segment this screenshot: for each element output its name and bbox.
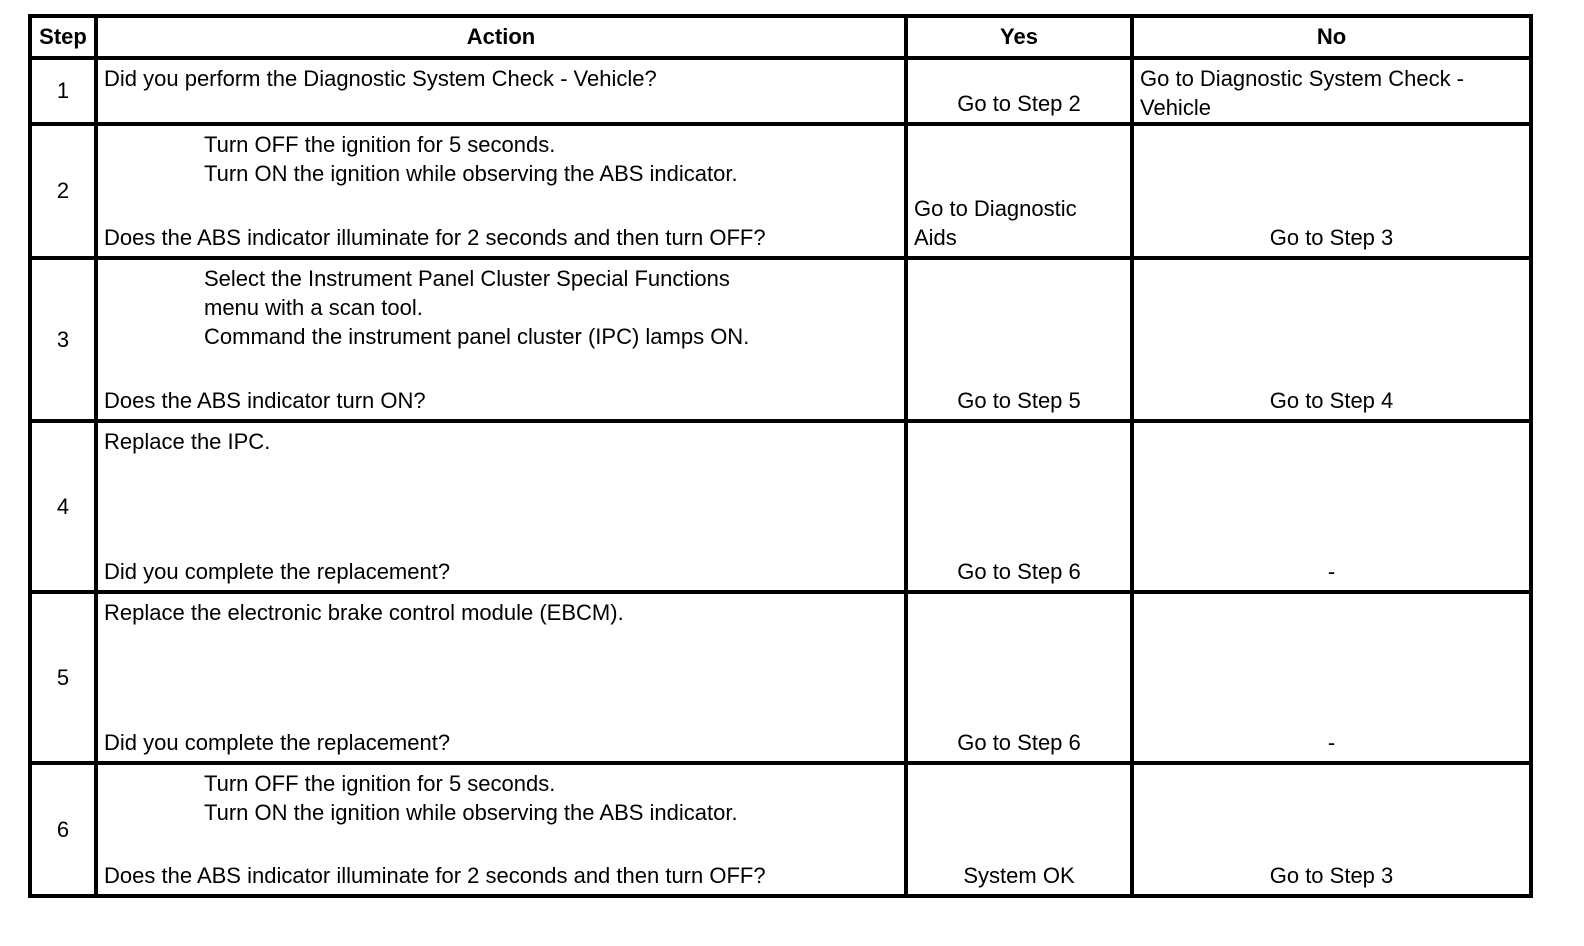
action-cell	[96, 124, 906, 258]
step-number: 1	[30, 58, 96, 124]
yes-action: Go to Step 6	[957, 730, 1081, 755]
step-number: 6	[30, 763, 96, 896]
no-cell	[1132, 592, 1531, 763]
action-question: Did you complete the replacement?	[104, 559, 451, 584]
header-step: Step	[30, 16, 96, 58]
action-text: Replace the electronic brake control module (EBCM).	[104, 600, 624, 625]
header-no: No	[1132, 16, 1531, 58]
yes-cell	[906, 421, 1132, 592]
action-step-item: Turn ON the ignition while observing the ABS indicator.	[204, 161, 738, 186]
action-question: Did you complete the replacement?	[104, 730, 451, 755]
table-row	[30, 258, 1531, 421]
action-step-item: Turn OFF the ignition for 5 seconds.	[204, 771, 556, 796]
yes-action: Go to Step 6	[957, 559, 1081, 584]
action-question: Does the ABS indicator illuminate for 2 seconds and then turn OFF?	[104, 863, 766, 888]
yes-cell	[906, 258, 1132, 421]
header-action: Action	[96, 16, 906, 58]
step-number: 4	[30, 421, 96, 592]
action-cell	[96, 421, 906, 592]
table-row	[30, 592, 1531, 763]
action-question: Does the ABS indicator illuminate for 2 seconds and then turn OFF?	[104, 225, 766, 250]
action-text: Did you perform the Diagnostic System Check - Vehicle?	[104, 66, 657, 91]
no-action: -	[1327, 559, 1336, 584]
no-cell	[1132, 124, 1531, 258]
action-step-item: Turn OFF the ignition for 5 seconds.	[204, 132, 556, 157]
yes-cell	[906, 592, 1132, 763]
step-number: 2	[30, 124, 96, 258]
action-steps	[104, 130, 898, 188]
no-action: Go to Step 3	[1269, 863, 1394, 888]
yes-cell	[906, 763, 1132, 896]
action-cell	[96, 58, 906, 124]
action-cell	[96, 592, 906, 763]
action-cell	[96, 258, 906, 421]
action-step-item: Select the Instrument Panel Cluster Special Functions menu with a scan tool.	[204, 266, 736, 320]
no-cell	[1132, 258, 1531, 421]
no-action: Go to Step 3	[1269, 225, 1394, 250]
yes-cell	[906, 58, 1132, 124]
yes-cell	[906, 124, 1132, 258]
yes-action: Go to Step 5	[957, 388, 1081, 413]
no-cell	[1132, 58, 1531, 124]
table-row	[30, 124, 1531, 258]
no-action: Go to Diagnostic System Check - Vehicle	[1140, 66, 1465, 120]
table-row	[30, 58, 1531, 124]
action-steps	[104, 769, 898, 827]
action-step-item: Turn ON the ignition while observing the ABS indicator.	[204, 800, 738, 825]
table-row	[30, 421, 1531, 592]
action-steps	[104, 264, 898, 351]
action-step-item: Command the instrument panel cluster (IPC) lamps ON.	[204, 324, 750, 349]
header-row	[30, 16, 1531, 58]
yes-action: System OK	[963, 863, 1075, 888]
diagnostic-table	[28, 14, 1533, 898]
action-text: Replace the IPC.	[104, 429, 271, 454]
no-cell	[1132, 421, 1531, 592]
step-number: 3	[30, 258, 96, 421]
step-number: 5	[30, 592, 96, 763]
yes-action: Go to Step 2	[957, 91, 1081, 116]
action-question: Does the ABS indicator turn ON?	[104, 388, 426, 413]
no-cell	[1132, 763, 1531, 896]
yes-action: Go to Diagnostic Aids	[914, 196, 1077, 250]
no-action: -	[1327, 730, 1336, 755]
header-yes: Yes	[906, 16, 1132, 58]
action-cell	[96, 763, 906, 896]
no-action: Go to Step 4	[1269, 388, 1394, 413]
table-row	[30, 763, 1531, 896]
